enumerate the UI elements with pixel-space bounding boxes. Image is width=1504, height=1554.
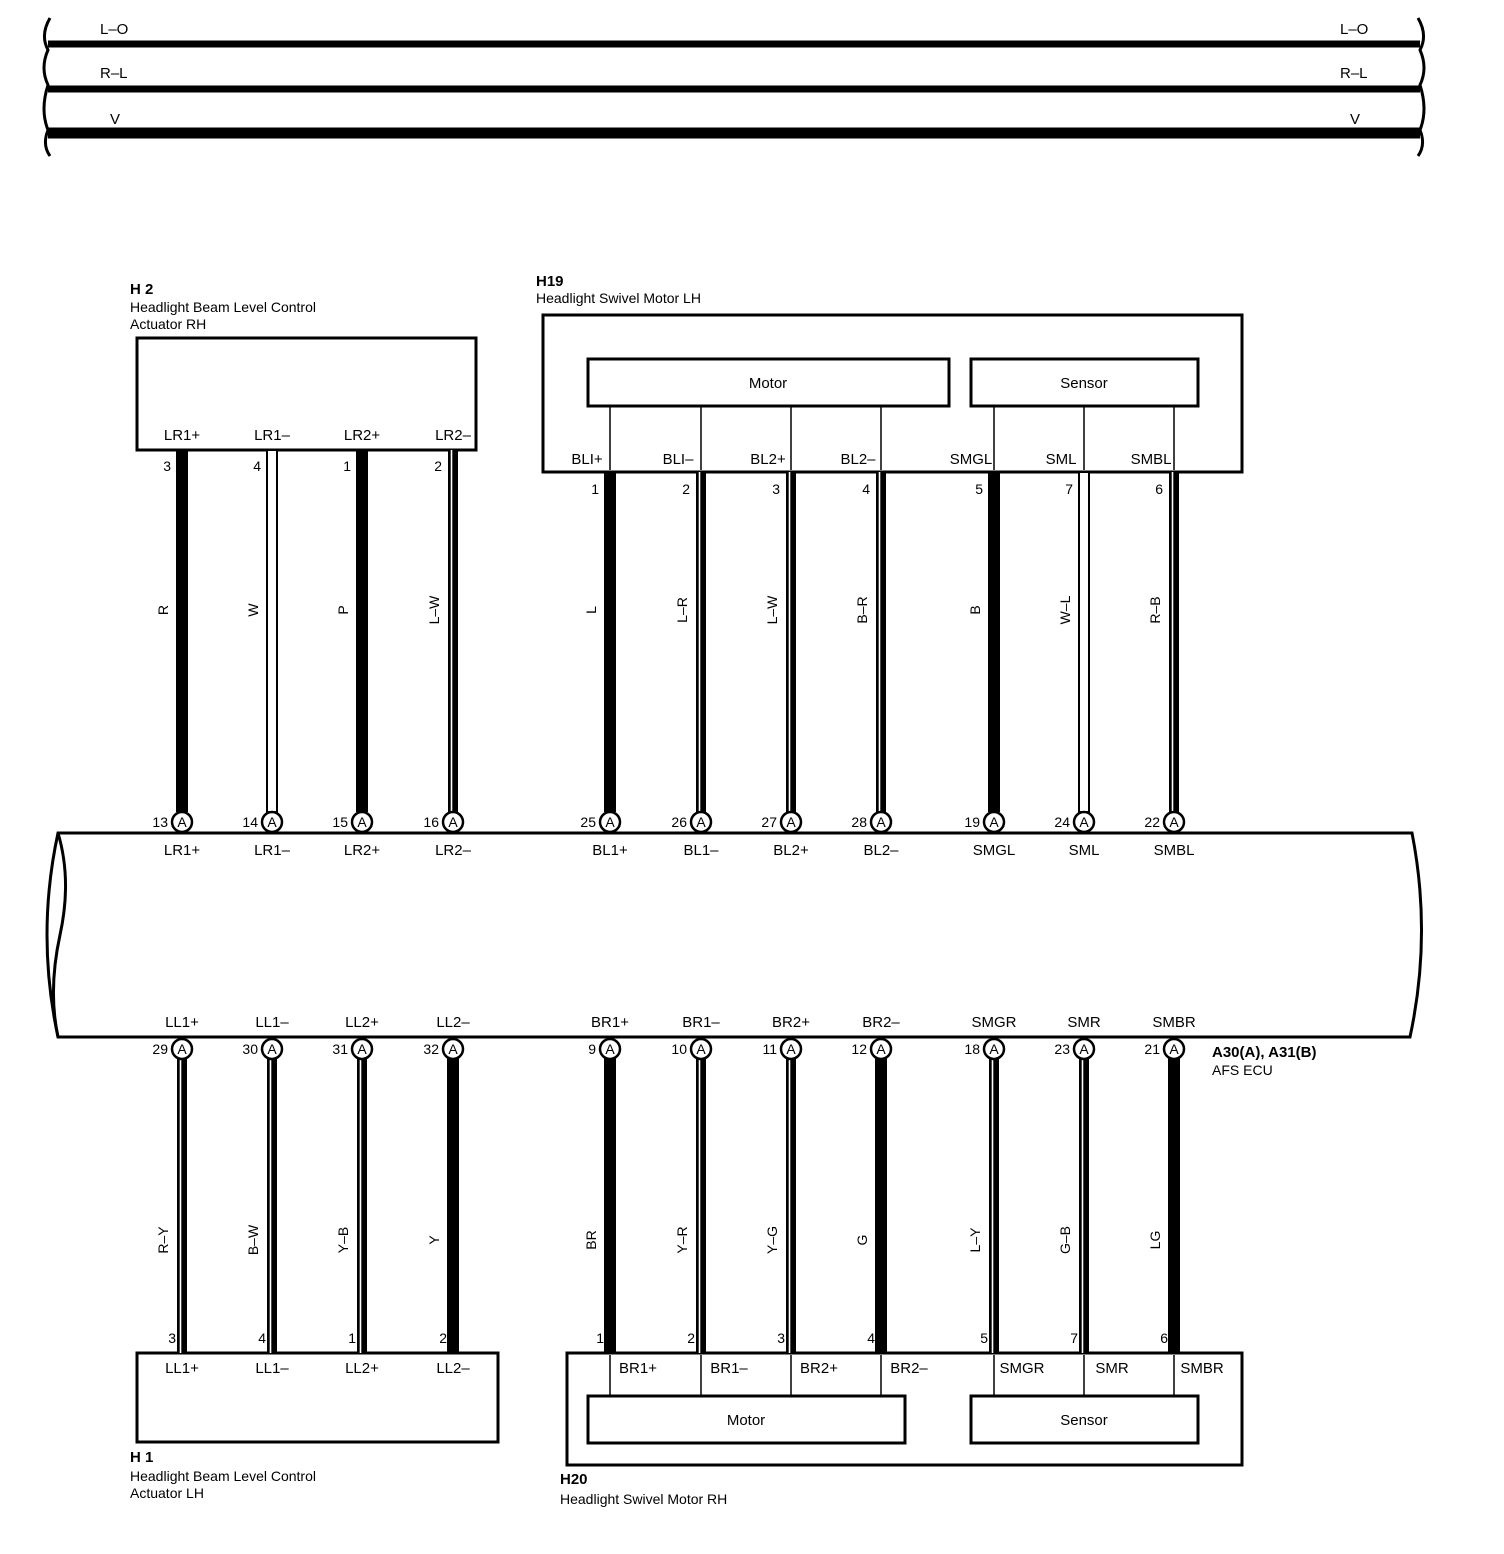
comp-pin-number: 7 [1070,1330,1078,1346]
ecu-pin-number: 23 [1054,1041,1070,1057]
wire-color-label: G [854,1234,870,1246]
comp-pin-label: LL2+ [345,1360,379,1377]
connector-badge-letter: A [786,1041,796,1057]
wire-top-1 [267,450,277,812]
comp-pin-label: SMGL [949,451,993,468]
ecu-pin-number: 28 [851,814,867,830]
connector-badge-letter: A [876,1041,886,1057]
bus-label-r-l-right: R–L [1340,65,1368,82]
bus-label-l-o-right: L–O [1340,21,1369,38]
wire-top-10 [1169,472,1179,812]
connector-badge-letter: A [696,1041,706,1057]
ecu-pin-number: 15 [332,814,348,830]
connector-badge-letter: A [357,1041,367,1057]
wire-top-4 [604,472,616,812]
bottom-wire-group [152,1014,1223,1377]
comp-pin-number: 3 [777,1330,785,1346]
comp-pin-label: BR2– [890,1360,928,1377]
wire-bottom-3 [447,1058,459,1353]
h19-component [543,315,1242,472]
ecu-pin-number: 22 [1144,814,1160,830]
ecu-pin-number: 11 [762,1041,777,1057]
ecu-pin-label: BL1– [683,842,719,859]
ecu-pin-label: LR1+ [163,842,201,859]
wire-color-label: L–R [674,597,690,623]
ecu-pin-number: 32 [423,1041,439,1057]
ecu-pin-label: SMGL [972,842,1016,859]
wire-color-label: W–L [1057,595,1073,625]
ecu-pin-number: 9 [588,1041,596,1057]
comp-pin-label: LR1+ [163,427,201,444]
h19-motor-label: Motor [748,375,788,392]
comp-pin-label: BL2– [840,451,876,468]
comp-pin-number: 5 [975,481,983,497]
connector-badge-letter: A [1169,1041,1179,1057]
connector-badge-letter: A [267,1041,277,1057]
wire-bottom-6 [786,1058,796,1353]
ecu-pin-label: BR1+ [591,1014,629,1031]
comp-pin-label: BR2+ [800,1360,838,1377]
comp-pin-number: 2 [687,1330,695,1346]
ecu-pin-number: 12 [851,1041,867,1057]
comp-pin-number: 3 [163,458,171,474]
comp-pin-number: 1 [596,1330,604,1346]
connector-badge-letter: A [448,814,458,830]
wire-color-label: L–Y [967,1227,983,1253]
ecu-pin-label: BL1+ [592,842,628,859]
ecu-pin-label: BR2– [862,1014,900,1031]
ecu-pin-label: LR2– [435,842,471,859]
comp-pin-number: 6 [1155,481,1163,497]
comp-pin-number: 2 [682,481,690,497]
wire-bottom-0 [177,1058,187,1353]
ecu-pin-label: BR1– [682,1014,720,1031]
comp-pin-label: SMBL [1130,451,1172,468]
connector-badge-letter: A [876,814,886,830]
wire-color-label: B–R [854,596,870,624]
ecu-pin-number: 27 [761,814,777,830]
comp-pin-label: LL1– [255,1360,289,1377]
ecu-pin-label: SML [1068,842,1100,859]
comp-pin-label: SML [1045,451,1077,468]
wire-color-label: R–Y [155,1226,171,1254]
comp-pin-number: 2 [434,458,442,474]
connector-badge-letter: A [696,814,706,830]
bus-lines [44,18,1424,156]
comp-pin-label: LR1– [254,427,290,444]
wire-bottom-5 [696,1058,706,1353]
comp-pin-number: 2 [439,1330,447,1346]
wire-top-5 [696,472,706,812]
wire-color-label: Y–G [764,1225,780,1255]
ecu-pin-number: 25 [580,814,596,830]
ecu-pin-label: SMBL [1153,842,1195,859]
connector-badge-letter: A [177,814,187,830]
connector-badge-letter: A [989,1041,999,1057]
ecu-code: A30(A), A31(B) [1212,1044,1317,1061]
wire-color-label: R [155,604,171,616]
h20-code: H20 [560,1471,588,1488]
comp-pin-number: 7 [1065,481,1073,497]
h2-name-line1: Headlight Beam Level Control [130,299,316,315]
wire-top-2 [356,450,368,812]
comp-pin-number: 4 [253,458,261,474]
h1-name-line2: Actuator LH [130,1485,204,1501]
ecu-name: AFS ECU [1212,1062,1273,1078]
ecu-pin-number: 26 [671,814,687,830]
ecu-pin-number: 10 [671,1041,687,1057]
comp-pin-label: SMBR [1180,1360,1224,1377]
ecu-pin-label: BR2+ [772,1014,810,1031]
wire-top-9 [1079,472,1089,812]
comp-pin-label: LL1+ [165,1360,199,1377]
wire-color-label: G–B [1057,1225,1073,1255]
connector-badge-letter: A [448,1041,458,1057]
wire-top-0 [176,450,188,812]
comp-pin-label: BR1– [710,1360,748,1377]
wire-color-label: LG [1147,1230,1163,1250]
bus-label-v-left: V [110,111,121,128]
ecu-pin-label: LL1– [255,1014,289,1031]
comp-pin-number: 4 [862,481,870,497]
comp-pin-number: 5 [980,1330,988,1346]
ecu-pin-number: 21 [1144,1041,1160,1057]
connector-badge-letter: A [1079,814,1089,830]
connector-badge-letter: A [1169,814,1179,830]
connector-badge-letter: A [605,814,615,830]
h20-name: Headlight Swivel Motor RH [560,1491,728,1507]
comp-pin-label: SMGR [999,1360,1045,1377]
wire-top-7 [876,472,886,812]
h20-motor-label: Motor [726,1412,766,1429]
comp-pin-number: 6 [1160,1330,1168,1346]
wire-bottom-4 [604,1058,616,1353]
ecu-pin-number: 29 [152,1041,168,1057]
ecu-pin-number: 13 [152,814,168,830]
comp-pin-number: 1 [343,458,351,474]
comp-pin-number: 1 [348,1330,356,1346]
connector-badge-letter: A [1079,1041,1089,1057]
wire-bottom-1 [267,1058,277,1353]
ecu-pin-label: LR2+ [343,842,381,859]
ecu-pin-label: SMR [1067,1014,1101,1031]
ecu-pin-number: 14 [242,814,258,830]
comp-pin-label: LR2+ [343,427,381,444]
ecu-pin-number: 30 [242,1041,258,1057]
wire-color-label: BR [583,1230,599,1250]
connector-badge-letter: A [605,1041,615,1057]
h19-sensor-label: Sensor [1060,375,1108,392]
wire-color-label: Y–B [335,1226,351,1254]
ecu-pin-label: SMGR [971,1014,1017,1031]
bus-label-r-l-left: R–L [100,65,128,82]
afs-ecu-body [47,833,1422,1037]
comp-pin-label: SMR [1095,1360,1129,1377]
wire-color-label: Y [426,1235,442,1245]
wire-bottom-2 [357,1058,367,1353]
wire-bottom-9 [1079,1058,1089,1353]
h1-name-line1: Headlight Beam Level Control [130,1468,316,1484]
wire-color-label: W [245,603,261,617]
h19-name: Headlight Swivel Motor LH [536,290,701,306]
wire-bottom-10 [1168,1058,1180,1353]
ecu-pin-number: 19 [964,814,980,830]
wire-color-label: L [583,606,599,614]
h1-code: H 1 [130,1449,154,1466]
comp-pin-number: 3 [772,481,780,497]
connector-badge-letter: A [989,814,999,830]
comp-pin-label: BR1+ [619,1360,657,1377]
bus-label-v-right: V [1350,111,1361,128]
connector-badge-letter: A [267,814,277,830]
ecu-pin-number: 16 [423,814,439,830]
comp-pin-number: 4 [258,1330,266,1346]
ecu-pin-label: BL2+ [773,842,809,859]
connector-badge-letter: A [357,814,367,830]
ecu-pin-label: LL2+ [345,1014,379,1031]
comp-pin-label: BL2+ [750,451,786,468]
h19-code: H19 [536,273,564,290]
bus-label-l-o-left: L–O [100,21,129,38]
ecu-pin-label: LR1– [254,842,290,859]
connector-badge-letter: A [177,1041,187,1057]
connector-badge-letter: A [786,814,796,830]
wire-color-label: B–W [245,1224,261,1256]
ecu-pin-label: LL1+ [165,1014,199,1031]
top-wire-group [152,427,1194,859]
ecu-pin-label: LL2– [436,1014,470,1031]
h2-code: H 2 [130,281,154,298]
h2-name-line2: Actuator RH [130,316,207,332]
comp-pin-number: 1 [591,481,599,497]
ecu-pin-number: 18 [964,1041,980,1057]
comp-pin-label: LR2– [435,427,471,444]
wire-color-label: R–B [1147,596,1163,624]
wire-bottom-7 [875,1058,887,1353]
wire-color-label: P [335,605,351,615]
wire-top-6 [786,472,796,812]
comp-pin-label: BLI– [662,451,694,468]
h19-outer-box [543,315,1242,472]
ecu-pin-label: BL2– [863,842,899,859]
wire-color-label: L–W [764,595,780,625]
comp-pin-number: 4 [867,1330,875,1346]
h19-internal-dividers [610,406,1174,470]
wire-color-label: B [967,605,983,615]
wire-color-label: Y–R [674,1226,690,1254]
comp-pin-label: LL2– [436,1360,470,1377]
ecu-pin-number: 31 [332,1041,348,1057]
wire-color-label: L–W [426,595,442,625]
wire-top-3 [448,450,458,812]
wire-top-8 [988,472,1000,812]
comp-pin-label: BLI+ [571,451,603,468]
wire-bottom-8 [989,1058,999,1353]
comp-pin-number: 3 [168,1330,176,1346]
ecu-pin-label: SMBR [1152,1014,1196,1031]
ecu-pin-number: 24 [1054,814,1070,830]
h20-sensor-label: Sensor [1060,1412,1108,1429]
